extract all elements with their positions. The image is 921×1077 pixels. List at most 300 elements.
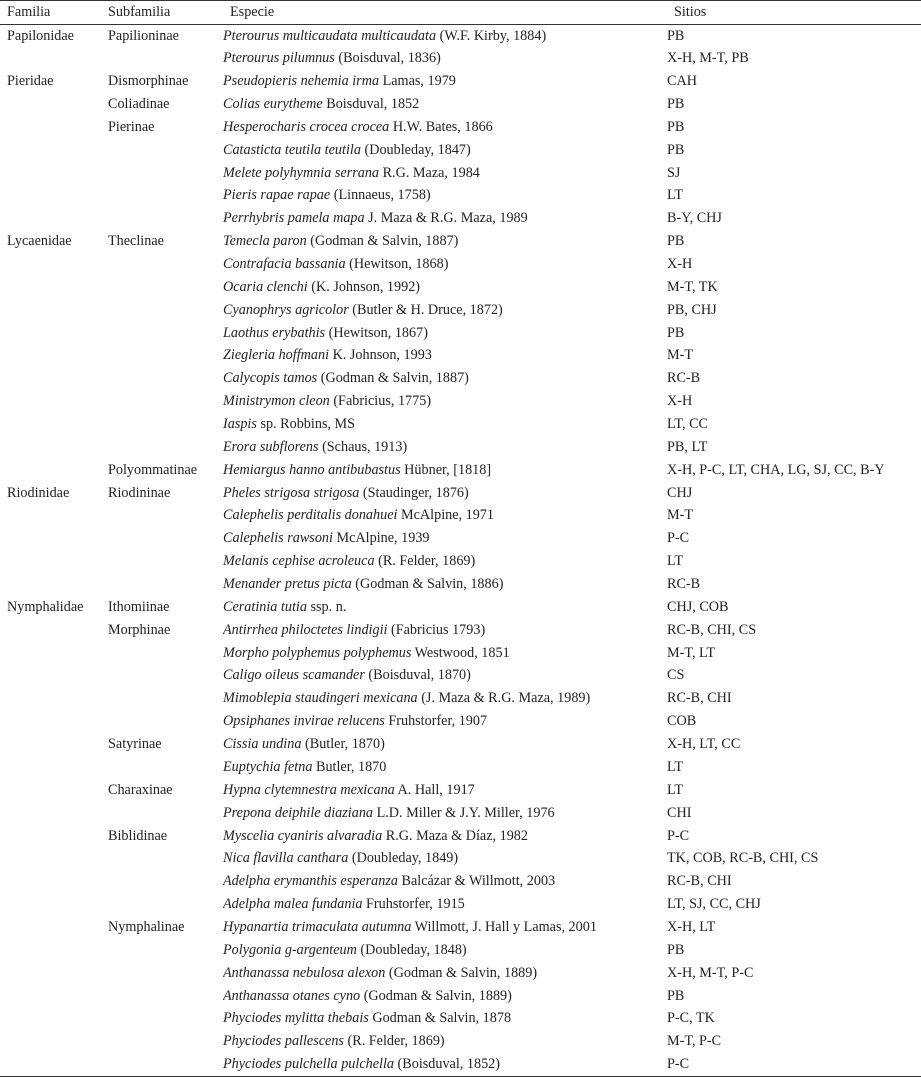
table-row xyxy=(0,505,921,528)
familia-cell: Pieridae xyxy=(7,73,54,90)
subfamilia-cell xyxy=(108,276,223,299)
familia-cell xyxy=(0,299,108,322)
table-header xyxy=(0,1,921,25)
familia-cell xyxy=(0,893,108,916)
species-author: (R. Felder, 1869) xyxy=(343,1033,445,1050)
subfamilia-cell xyxy=(108,299,223,322)
sitios-cell: RC-B, CHI xyxy=(667,873,732,890)
familia-cell: Papilonidae xyxy=(7,27,74,44)
subfamilia-cell: Theclinae xyxy=(108,233,164,250)
table-row xyxy=(0,139,921,162)
especie-cell xyxy=(223,162,667,185)
subfamilia-cell: Pierinae xyxy=(108,118,155,135)
table-row xyxy=(0,665,921,688)
species-name: Cyanophrys agricolor xyxy=(223,301,349,318)
familia-cell xyxy=(0,939,108,962)
familia-cell xyxy=(0,802,108,825)
sitios-cell: PB xyxy=(667,987,685,1004)
table-row xyxy=(0,733,921,756)
subfamilia-cell xyxy=(108,962,223,985)
especie-cell xyxy=(223,230,667,253)
especie-cell xyxy=(223,1030,667,1053)
familia-cell xyxy=(0,1007,108,1030)
species-name: Ceratinia tutia xyxy=(223,598,307,615)
especie-cell xyxy=(223,596,667,619)
subfamilia-cell: Polyommatinae xyxy=(108,461,198,478)
especie-cell xyxy=(223,367,667,390)
especie-cell xyxy=(223,436,667,459)
sitios-cell: X-H, LT, CC xyxy=(667,736,741,753)
subfamilia-cell xyxy=(108,1053,223,1076)
species-author: J. Maza & R.G. Maza, 1989 xyxy=(364,210,528,227)
subfamilia-cell xyxy=(108,436,223,459)
familia-cell xyxy=(0,916,108,939)
species-name: Cissia undina xyxy=(223,736,302,753)
species-name: Colias eurytheme xyxy=(223,96,323,112)
species-author: (Doubleday, 1848) xyxy=(356,941,467,958)
subfamilia-cell xyxy=(108,47,223,70)
species-author: (Boisduval, 1852) xyxy=(393,1055,500,1072)
sitios-cell: CHJ xyxy=(667,484,693,501)
especie-cell xyxy=(223,25,667,48)
species-author: (Schaus, 1913) xyxy=(318,438,408,455)
species-name: Morpho polyphemus polyphemus xyxy=(223,644,412,661)
familia-cell xyxy=(0,779,108,802)
table-row xyxy=(0,322,921,345)
species-author: Godman & Salvin, 1878 xyxy=(368,1010,512,1027)
familia-cell xyxy=(0,207,108,230)
subfamilia-cell xyxy=(108,550,223,573)
table-row xyxy=(0,93,921,116)
species-author: R.G. Maza & Díaz, 1982 xyxy=(382,827,528,844)
sitios-cell: PB xyxy=(667,233,685,250)
species-name: Contrafacia bassania xyxy=(223,256,346,273)
familia-cell xyxy=(0,665,108,688)
sitios-cell: LT xyxy=(667,758,684,775)
sitios-cell: PB xyxy=(667,941,685,958)
subfamilia-cell: Morphinae xyxy=(108,621,171,638)
table-row xyxy=(0,710,921,733)
species-author: Balcázar & Willmott, 2003 xyxy=(397,873,556,890)
subfamilia-cell: Biblidinae xyxy=(108,827,168,844)
species-name: Phyciodes mylitta thebais xyxy=(223,1010,369,1027)
species-author: ssp. n. xyxy=(306,598,347,615)
especie-cell xyxy=(223,70,667,93)
species-name: Myscelia cyaniris alvaradia xyxy=(223,827,383,844)
subfamilia-cell xyxy=(108,710,223,733)
species-author: Fruhstorfer, 1907 xyxy=(384,713,488,730)
species-name: Polygonia g-argenteum xyxy=(223,941,357,958)
species-author: (Boisduval, 1870) xyxy=(364,667,471,684)
table-row xyxy=(0,253,921,276)
sitios-cell: X-H, M-T, P-C xyxy=(667,964,754,981)
species-name: Prepona deiphile diaziana xyxy=(223,804,374,821)
familia-cell xyxy=(0,253,108,276)
sitios-cell: PB, LT xyxy=(667,438,708,455)
species-name: Hemiargus hanno antibubastus xyxy=(223,461,401,478)
especie-cell xyxy=(223,573,667,596)
especie-cell xyxy=(223,299,667,322)
sitios-cell: TK, COB, RC-B, CHI, CS xyxy=(667,850,819,867)
table-row xyxy=(0,276,921,299)
table-row xyxy=(0,390,921,413)
subfamilia-cell xyxy=(108,390,223,413)
species-author: Lamas, 1979 xyxy=(379,73,456,90)
subfamilia-cell: Charaxinae xyxy=(108,781,173,798)
table-row xyxy=(0,1030,921,1053)
sitios-cell: CAH xyxy=(667,73,697,90)
subfamilia-cell xyxy=(108,207,223,230)
especie-cell xyxy=(223,116,667,139)
especie-cell xyxy=(223,985,667,1008)
species-author: Butler, 1870 xyxy=(312,758,387,775)
especie-cell xyxy=(223,322,667,345)
familia-cell xyxy=(0,1030,108,1053)
sitios-cell: CHJ, COB xyxy=(667,598,729,615)
especie-cell xyxy=(223,802,667,825)
familia-cell xyxy=(0,390,108,413)
species-name: Ministrymon cleon xyxy=(223,393,330,410)
familia-cell xyxy=(0,459,108,482)
species-name: Anthanassa nebulosa alexon xyxy=(223,964,386,981)
table-row xyxy=(0,230,921,253)
especie-cell xyxy=(223,482,667,505)
sitios-cell: P-C xyxy=(667,530,690,547)
species-name: Melanis cephise acroleuca xyxy=(223,553,375,570)
sitios-cell: PB xyxy=(667,27,685,44)
subfamilia-cell xyxy=(108,893,223,916)
especie-cell xyxy=(223,847,667,870)
table-row xyxy=(0,413,921,436)
familia-cell xyxy=(0,710,108,733)
especie-cell xyxy=(223,870,667,893)
especie-cell xyxy=(223,893,667,916)
species-author: (Butler & H. Druce, 1872) xyxy=(348,301,503,318)
species-name: Phyciodes pulchella pulchella xyxy=(223,1055,394,1072)
species-author: (Godman & Salvin, 1886) xyxy=(351,576,504,593)
especie-cell xyxy=(223,550,667,573)
familia-cell xyxy=(0,505,108,528)
especie-cell xyxy=(223,207,667,230)
table-row xyxy=(0,825,921,848)
especie-cell xyxy=(223,710,667,733)
species-author: L.D. Miller & J.Y. Miller, 1976 xyxy=(373,804,555,821)
sitios-cell: CS xyxy=(667,667,685,684)
subfamilia-cell xyxy=(108,665,223,688)
sitios-cell: M-T xyxy=(667,347,694,364)
familia-cell xyxy=(0,185,108,208)
species-name: Calycopis tamos xyxy=(223,370,318,387)
sitios-cell: PB xyxy=(667,324,685,341)
table-row xyxy=(0,1007,921,1030)
subfamilia-cell xyxy=(108,367,223,390)
familia-cell xyxy=(0,870,108,893)
subfamilia-cell xyxy=(108,939,223,962)
especie-cell xyxy=(223,47,667,70)
species-author: (Butler, 1870) xyxy=(301,736,385,753)
especie-cell xyxy=(223,733,667,756)
familia-cell xyxy=(0,962,108,985)
species-author: Willmott, J. Hall y Lamas, 2001 xyxy=(411,918,597,935)
especie-cell xyxy=(223,642,667,665)
familia-cell: Riodinidae xyxy=(7,484,70,501)
sitios-cell: M-T, TK xyxy=(667,278,718,295)
species-name: Nica flavilla canthara xyxy=(223,850,349,867)
header-row xyxy=(0,1,921,25)
table-row xyxy=(0,1053,921,1076)
species-author: (Fabricius 1793) xyxy=(387,621,486,638)
species-author: (Doubleday, 1847) xyxy=(360,141,471,158)
subfamilia-cell xyxy=(108,985,223,1008)
species-author: (K. Johnson, 1992) xyxy=(307,278,421,295)
sitios-cell: LT, SJ, CC, CHJ xyxy=(667,896,761,913)
subfamilia-cell: Riodininae xyxy=(108,484,171,501)
familia-cell xyxy=(0,619,108,642)
species-author: McAlpine, 1939 xyxy=(332,530,430,547)
sitios-cell: PB xyxy=(667,118,685,135)
familia-cell xyxy=(0,93,108,116)
familia-cell xyxy=(0,345,108,368)
sitios-cell: RC-B xyxy=(667,370,701,387)
sitios-cell: M-T, P-C xyxy=(667,1033,722,1050)
species-name: Menander pretus picta xyxy=(223,576,352,593)
especie-cell xyxy=(223,413,667,436)
species-name: Catasticta teutila teutila xyxy=(223,141,361,158)
species-author: (W.F. Kirby, 1884) xyxy=(436,27,547,44)
table-row xyxy=(0,962,921,985)
species-author: sp. Robbins, MS xyxy=(256,416,356,433)
subfamilia-cell xyxy=(108,573,223,596)
familia-cell xyxy=(0,162,108,185)
species-name: Erora subflorens xyxy=(223,438,319,455)
table-row xyxy=(0,916,921,939)
species-author: A. Hall, 1917 xyxy=(394,781,475,798)
sitios-cell: X-H, P-C, LT, CHA, LG, SJ, CC, B-Y xyxy=(667,461,885,478)
table-row xyxy=(0,436,921,459)
familia-cell xyxy=(0,436,108,459)
sitios-cell: PB xyxy=(667,96,685,112)
species-author: (Boisduval, 1836) xyxy=(334,50,441,67)
sitios-cell: RC-B, CHI xyxy=(667,690,732,707)
species-name: Ziegleria hoffmani xyxy=(223,347,330,364)
table-body xyxy=(0,25,921,1077)
especie-cell xyxy=(223,1007,667,1030)
subfamilia-cell xyxy=(108,345,223,368)
sitios-cell: LT xyxy=(667,553,684,570)
header-familia: Familia xyxy=(0,1,108,25)
table-row xyxy=(0,847,921,870)
subfamilia-cell xyxy=(108,322,223,345)
sitios-cell: RC-B xyxy=(667,576,701,593)
table-row xyxy=(0,893,921,916)
table-row xyxy=(0,367,921,390)
familia-cell xyxy=(0,550,108,573)
species-author: H.W. Bates, 1866 xyxy=(389,118,493,135)
subfamilia-cell xyxy=(108,687,223,710)
species-name: Antirrhea philoctetes lindigii xyxy=(223,621,388,638)
table-row xyxy=(0,162,921,185)
especie-cell xyxy=(223,825,667,848)
especie-cell xyxy=(223,687,667,710)
sitios-cell: P-C, TK xyxy=(667,1010,715,1027)
sitios-cell: X-H xyxy=(667,393,693,410)
table-row xyxy=(0,345,921,368)
species-name: Iaspis xyxy=(223,416,257,433)
species-name: Hypna clytemnestra mexicana xyxy=(223,781,395,798)
species-author: (Godman & Salvin, 1889) xyxy=(385,964,538,981)
sitios-cell: X-H, LT xyxy=(667,918,716,935)
table-row xyxy=(0,802,921,825)
species-name: Hesperocharis crocea crocea xyxy=(223,118,390,135)
subfamilia-cell xyxy=(108,642,223,665)
species-name: Anthanassa otanes cyno xyxy=(223,987,361,1004)
table-row xyxy=(0,985,921,1008)
sitios-cell: P-C xyxy=(667,827,690,844)
subfamilia-cell xyxy=(108,802,223,825)
species-author: (Staudinger, 1876) xyxy=(359,484,469,501)
table-row xyxy=(0,596,921,619)
species-author: (Doubleday, 1849) xyxy=(348,850,459,867)
sitios-cell: X-H xyxy=(667,256,693,273)
familia-cell xyxy=(0,687,108,710)
table-row xyxy=(0,25,921,48)
familia-cell xyxy=(0,825,108,848)
familia-cell xyxy=(0,47,108,70)
table-row xyxy=(0,207,921,230)
subfamilia-cell: Dismorphinae xyxy=(108,73,189,90)
familia-cell xyxy=(0,847,108,870)
familia-cell xyxy=(0,413,108,436)
sitios-cell: PB xyxy=(667,141,685,158)
subfamilia-cell xyxy=(108,185,223,208)
sitios-cell: B-Y, CHJ xyxy=(667,210,722,227)
species-author: Westwood, 1851 xyxy=(411,644,510,661)
familia-cell xyxy=(0,642,108,665)
especie-cell xyxy=(223,665,667,688)
species-name: Phyciodes pallescens xyxy=(223,1033,344,1050)
species-name: Calephelis rawsoni xyxy=(223,530,333,547)
table-row xyxy=(0,47,921,70)
sitios-cell: CHI xyxy=(667,804,692,821)
sitios-cell: X-H, M-T, PB xyxy=(667,50,749,67)
sitios-cell: M-T xyxy=(667,507,694,524)
sitios-cell: M-T, LT xyxy=(667,644,716,661)
sitios-cell: PB, CHJ xyxy=(667,301,717,318)
species-name: Pseudopieris nehemia irma xyxy=(223,73,380,90)
species-author: (Godman & Salvin, 1887) xyxy=(306,233,459,250)
species-name: Temecla paron xyxy=(223,233,307,250)
species-name: Euptychia fetna xyxy=(223,758,313,775)
header-subfamilia: Subfamilia xyxy=(108,1,223,25)
familia-cell xyxy=(0,322,108,345)
species-author: (Godman & Salvin, 1889) xyxy=(360,987,512,1004)
familia-cell xyxy=(0,139,108,162)
species-author: K. Johnson, 1993 xyxy=(329,347,432,364)
species-name: Pterourus pilumnus xyxy=(223,50,335,67)
species-name: Mimoblepia staudingeri mexicana xyxy=(223,690,418,707)
table-row xyxy=(0,116,921,139)
familia-cell xyxy=(0,573,108,596)
table-row xyxy=(0,185,921,208)
especie-cell xyxy=(223,390,667,413)
sitios-cell: LT, CC xyxy=(667,416,708,433)
species-author: (Hewitson, 1868) xyxy=(345,256,449,273)
species-name: Calephelis perditalis donahuei xyxy=(223,507,398,524)
species-name: Adelpha erymanthis esperanza xyxy=(223,873,398,890)
species-author: (Hewitson, 1867) xyxy=(325,324,428,341)
species-author: (Linnaeus, 1758) xyxy=(330,187,431,204)
species-author: (R. Felder, 1869) xyxy=(374,553,476,570)
subfamilia-cell xyxy=(108,847,223,870)
familia-cell xyxy=(0,276,108,299)
subfamilia-cell xyxy=(108,1007,223,1030)
subfamilia-cell: Satyrinae xyxy=(108,736,162,753)
header-sitios: Sitios xyxy=(667,1,921,25)
especie-cell xyxy=(223,756,667,779)
species-author: Hübner, [1818] xyxy=(400,461,492,478)
familia-cell: Nymphalidae xyxy=(7,598,84,615)
table-row xyxy=(0,70,921,93)
table-row xyxy=(0,870,921,893)
sitios-cell: SJ xyxy=(667,164,681,181)
subfamilia-cell xyxy=(108,756,223,779)
species-author: (J. Maza & R.G. Maza, 1989) xyxy=(417,690,591,707)
familia-cell xyxy=(0,527,108,550)
species-name: Opsiphanes invirae relucens xyxy=(223,713,385,730)
especie-cell xyxy=(223,459,667,482)
species-name: Hypanartia trimaculata autumna xyxy=(223,918,412,935)
subfamilia-cell: Papilioninae xyxy=(108,27,179,44)
sitios-cell: RC-B, CHI, CS xyxy=(667,621,757,638)
especie-cell xyxy=(223,93,667,116)
species-name: Pieris rapae rapae xyxy=(223,187,331,204)
subfamilia-cell: Coliadinae xyxy=(108,96,170,112)
familia-cell xyxy=(0,1053,108,1076)
sitios-cell: LT xyxy=(667,781,684,798)
especie-cell xyxy=(223,276,667,299)
species-author: R.G. Maza, 1984 xyxy=(379,164,480,181)
subfamilia-cell xyxy=(108,527,223,550)
species-author: (Godman & Salvin, 1887) xyxy=(317,370,469,387)
familia-cell xyxy=(0,367,108,390)
table-row xyxy=(0,779,921,802)
especie-cell xyxy=(223,345,667,368)
species-name: Laothus erybathis xyxy=(223,324,326,341)
especie-cell xyxy=(223,962,667,985)
table-row xyxy=(0,619,921,642)
table-row xyxy=(0,756,921,779)
subfamilia-cell xyxy=(108,139,223,162)
familia-cell xyxy=(0,985,108,1008)
species-author: Fruhstorfer, 1915 xyxy=(362,896,465,913)
table-row xyxy=(0,527,921,550)
subfamilia-cell xyxy=(108,1030,223,1053)
table-row xyxy=(0,939,921,962)
especie-cell xyxy=(223,505,667,528)
table-row xyxy=(0,459,921,482)
species-author: Boisduval, 1852 xyxy=(322,96,420,112)
subfamilia-cell: Nymphalinae xyxy=(108,918,185,935)
familia-cell xyxy=(0,733,108,756)
subfamilia-cell: Ithomiinae xyxy=(108,598,170,615)
table-row xyxy=(0,299,921,322)
especie-cell xyxy=(223,185,667,208)
table-row xyxy=(0,482,921,505)
species-name: Adelpha malea fundania xyxy=(223,896,363,913)
especie-cell xyxy=(223,939,667,962)
familia-cell xyxy=(0,756,108,779)
especie-cell xyxy=(223,139,667,162)
